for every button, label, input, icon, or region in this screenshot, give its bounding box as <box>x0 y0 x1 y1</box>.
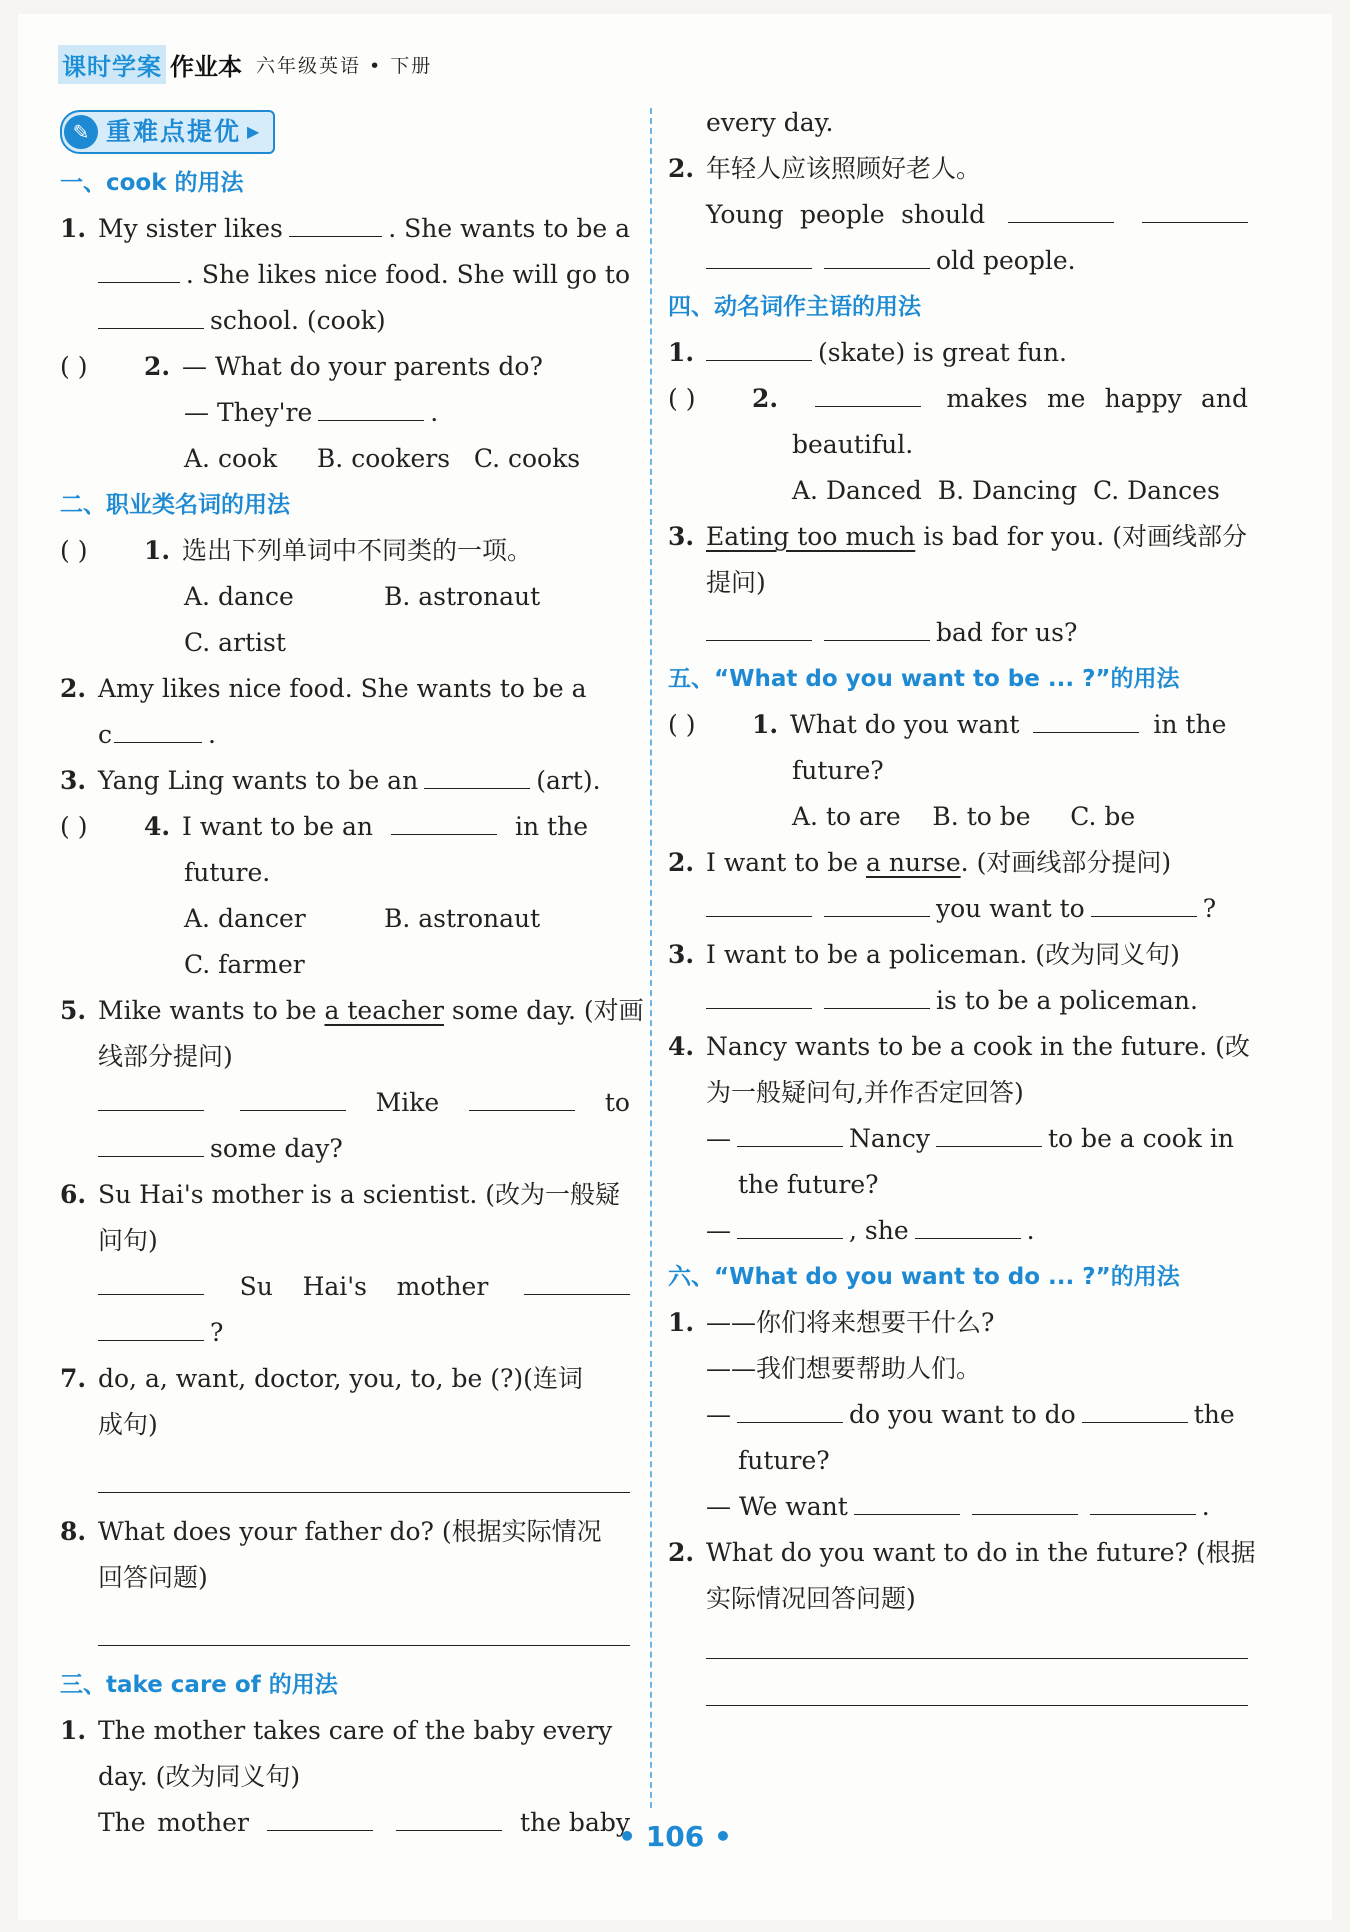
answer-blank[interactable] <box>289 211 382 237</box>
question-line: 3. Yang Ling wants to be an (art). <box>60 758 630 804</box>
question-line: every day. <box>706 108 834 137</box>
section-badge <box>60 110 275 154</box>
section-title: 一、cook 的用法 <box>60 170 244 196</box>
question-line: 8. What does your father do? (根据实际情况 <box>60 1517 602 1546</box>
answer-blank[interactable] <box>469 1085 575 1111</box>
question-line: day. (改为同义句) <box>98 1762 301 1791</box>
question-line: school. (cook) <box>60 298 630 344</box>
answer-blank[interactable] <box>98 303 204 329</box>
right-column <box>668 100 1256 1722</box>
question-line: — They're . <box>60 390 630 436</box>
answer-line[interactable] <box>706 1675 1248 1706</box>
answer-blank[interactable] <box>318 395 424 421</box>
answer-blank[interactable] <box>706 615 812 641</box>
page-header <box>58 44 432 84</box>
question-line: ( ) 2. makes me happy and <box>668 376 1248 422</box>
options-line: A. to are B. to be C. be <box>792 802 1136 831</box>
book-subtitle: 六年级英语 • 下册 <box>256 54 433 77</box>
answer-blank[interactable] <box>824 243 930 269</box>
pencil-icon: ✎ <box>64 115 98 149</box>
question-line: 4. Nancy wants to be a cook in the future. (改 <box>668 1032 1250 1061</box>
answer-blank[interactable] <box>706 891 812 917</box>
question-line: 线部分提问) <box>98 1042 233 1071</box>
question-line: — , she . <box>668 1208 1248 1254</box>
question-line: 3. I want to be a policeman. (改为同义句) <box>668 940 1180 969</box>
question-line: 为一般疑问句,并作否定回答) <box>706 1078 1024 1107</box>
question-line: bad for us? <box>668 610 1248 656</box>
answer-line[interactable] <box>98 1615 630 1646</box>
options-line: C. artist <box>184 628 286 657</box>
question-line: 3. Eating too much is bad for you. (对画线部分 <box>668 522 1247 551</box>
answer-blank[interactable] <box>1090 1489 1196 1515</box>
answer-blank[interactable] <box>1008 197 1114 223</box>
question-line: 2. What do you want to do in the future? (根据 <box>668 1538 1256 1567</box>
answer-blank[interactable] <box>98 1269 204 1295</box>
question-line: the future? <box>738 1170 879 1199</box>
section-title: 六、“What do you want to do ... ?”的用法 <box>668 1264 1180 1290</box>
answer-blank[interactable] <box>824 983 930 1009</box>
answer-blank[interactable] <box>114 717 202 743</box>
question-line: future? <box>792 756 884 785</box>
question-line: 提问) <box>706 568 766 597</box>
options-line: A. cook B. cookers C. cooks <box>184 444 581 473</box>
question-line: beautiful. <box>792 430 914 459</box>
answer-blank[interactable] <box>424 763 530 789</box>
answer-bracket[interactable]: ( ) <box>60 536 88 565</box>
answer-blank[interactable] <box>936 1121 1042 1147</box>
question-line: 成句) <box>98 1410 158 1439</box>
answer-blank[interactable] <box>854 1489 960 1515</box>
answer-blank[interactable] <box>524 1269 630 1295</box>
answer-blank[interactable] <box>915 1213 1021 1239</box>
answer-blank[interactable] <box>737 1397 843 1423</box>
answer-blank[interactable] <box>737 1121 843 1147</box>
answer-blank[interactable] <box>98 1085 204 1111</box>
question-line: 7. do, a, want, doctor, you, to, be (?)(连词 <box>60 1364 583 1393</box>
question-line: 1. The mother takes care of the baby every <box>60 1716 613 1745</box>
question-line: 5. Mike wants to be a teacher some day. (对画 <box>60 996 644 1025</box>
answer-blank[interactable] <box>240 1085 346 1111</box>
play-arrow-icon: ▶ <box>247 122 260 141</box>
answer-blank[interactable] <box>824 615 930 641</box>
brand-logo: 课时学案 <box>58 45 166 84</box>
answer-blank[interactable] <box>706 335 812 361</box>
answer-blank[interactable] <box>824 891 930 917</box>
section-title: 三、take care of 的用法 <box>60 1672 338 1698</box>
answer-blank[interactable] <box>98 1315 204 1341</box>
question-line: 回答问题) <box>98 1563 208 1592</box>
column-divider <box>650 108 652 1808</box>
answer-blank[interactable] <box>98 257 180 283</box>
brand-title: 作业本 <box>170 52 242 81</box>
question-line: 1. (skate) is great fun. <box>668 330 1248 376</box>
answer-line[interactable] <box>98 1462 630 1493</box>
answer-blank[interactable] <box>737 1213 843 1239</box>
question-line: ? <box>60 1310 630 1356</box>
badge-title: 重难点提优 <box>106 117 242 146</box>
answer-bracket[interactable]: ( ) <box>60 812 88 841</box>
answer-bracket[interactable]: ( ) <box>668 384 696 413</box>
question-line: ——我们想要帮助人们。 <box>706 1354 982 1383</box>
question-line: Mike to <box>60 1080 630 1126</box>
question-line: some day? <box>60 1126 630 1172</box>
options-line: A. dance B. astronaut <box>184 582 541 611</box>
answer-blank[interactable] <box>98 1131 204 1157</box>
question-line: — Nancy to be a cook in <box>668 1116 1248 1162</box>
options-line: C. farmer <box>184 950 305 979</box>
options-line: A. Danced B. Dancing C. Dances <box>792 476 1220 505</box>
question-line: 1. ——你们将来想要干什么? <box>668 1308 995 1337</box>
question-line: ( ) 1. What do you want in the <box>668 702 1248 748</box>
options-line: A. dancer B. astronaut <box>184 904 541 933</box>
question-line: 6. Su Hai's mother is a scientist. (改为一般疑 <box>60 1180 621 1209</box>
answer-blank[interactable] <box>706 243 812 269</box>
question-line: — do you want to do the <box>668 1392 1248 1438</box>
answer-bracket[interactable]: ( ) <box>668 710 696 739</box>
question-line: future. <box>184 858 271 887</box>
answer-blank[interactable] <box>1082 1397 1188 1423</box>
question-line: 2. I want to be a nurse . (对画线部分提问) <box>668 848 1172 877</box>
question-line: ( ) 4. I want to be an in the <box>60 804 630 850</box>
answer-blank[interactable] <box>1091 891 1197 917</box>
answer-blank[interactable] <box>706 983 812 1009</box>
left-column <box>60 106 644 1846</box>
question-line: future? <box>738 1446 830 1475</box>
question-line: 问句) <box>98 1226 158 1255</box>
answer-blank[interactable] <box>815 381 921 407</box>
section-title: 二、职业类名词的用法 <box>60 492 290 518</box>
question-line: — We want . <box>668 1484 1248 1530</box>
question-line: 1. My sister likes . She wants to be a <box>60 206 630 252</box>
answer-bracket[interactable]: ( ) <box>60 352 88 381</box>
question-line: ( ) 1. 选出下列单词中不同类的一项。 <box>60 528 630 574</box>
page-number: • 106 • <box>618 1820 732 1853</box>
question-line: . She likes nice food. She will go to <box>60 252 630 298</box>
section-title: 五、“What do you want to be ... ?”的用法 <box>668 666 1180 692</box>
question-line: you want to ? <box>668 886 1248 932</box>
question-line: is to be a policeman. <box>668 978 1248 1024</box>
question-line: Young people should <box>668 192 1248 238</box>
section-title: 四、动名词作主语的用法 <box>668 294 921 320</box>
answer-blank[interactable] <box>972 1489 1078 1515</box>
answer-blank[interactable] <box>1142 197 1248 223</box>
question-line: 2. 年轻人应该照顾好老人。 <box>668 154 982 183</box>
question-line: old people. <box>668 238 1248 284</box>
answer-blank[interactable] <box>1033 707 1139 733</box>
question-line: 2. Amy likes nice food. She wants to be a <box>60 674 587 703</box>
question-line: The mother the baby <box>60 1800 630 1846</box>
question-line: Su Hai's mother <box>60 1264 630 1310</box>
question-line: 实际情况回答问题) <box>706 1584 916 1613</box>
question-line: ( ) 2. — What do your parents do? <box>60 344 630 390</box>
question-line: c . <box>60 712 630 758</box>
answer-blank[interactable] <box>391 809 497 835</box>
answer-line[interactable] <box>706 1628 1248 1659</box>
